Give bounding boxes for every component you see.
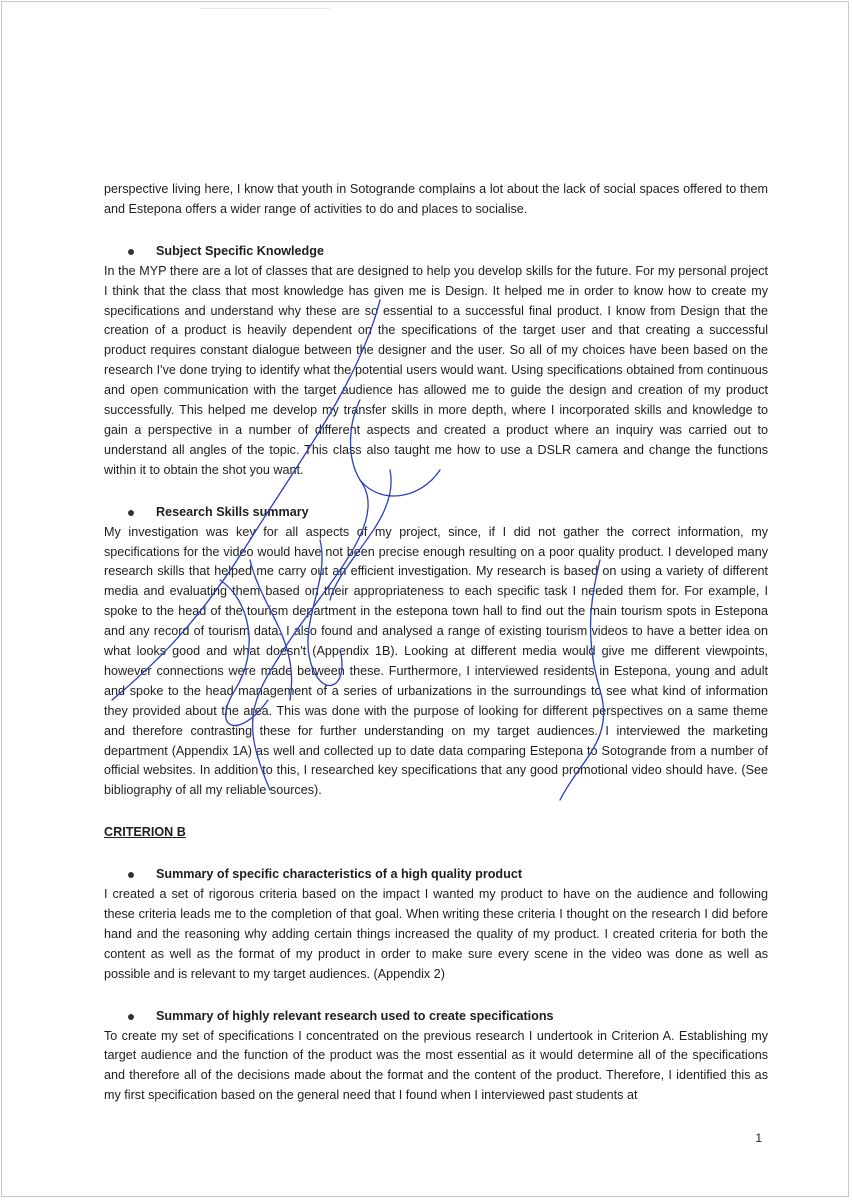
scan-mark [200,8,330,9]
page-number: 1 [755,1131,762,1145]
subject-knowledge-paragraph: In the MYP there are a lot of classes that are designed to help you develop skills for the future. For my personal project I think that the class that most knowledge has given me is Design. It helped me in order to know how to create my specifications and understand why these are so essential to a successful final product. I know from Design that the creation of a product is heavily dependent on the specifications of the target user and that creating a successful product requires constant dialogue between the designer and the user. So all of my choices have been based on the research I've done trying to identify what the potential users would want. Using specifications obtained from continuous and open communication with the target audience has allowed me to guide the design and creation of my product successfully. This helped me develop my transfer skills in more depth, where I incorporated skills and knowledge to gain a perspective in a number of different aspects and created a product where an inquiry was carried out to understand all angles of the topic. This class also taught me how to use a DSLR camera and change the functions within it to obtain the shot you want. [104,263,768,477]
intro-paragraph: perspective living here, I know that youth in Sotogrande complains a lot about the lack of social spaces offered to them and Estepona offers a wider range of activities to do and places to socialise. [104,182,768,216]
relevant-research-paragraph: To create my set of specifications I concentrated on the previous research I undertook in Criterion A. Establishing my target audience and the function of the product was the most essential as it would determine all of the specifications and therefore all of the decisions made about the format and the content of the product. Therefore, I identified this as my first specification based on the general need that I found when I interviewed past students at [104,1028,768,1103]
bullet-icon [128,510,134,516]
document-body [104,180,768,1106]
research-skills-paragraph: My investigation was key for all aspects of my project, since, if I did not gather the correct information, my specifications for the video would have not been precise enough resulting on a poor quality product. I developed many research skills that helped me carry out an efficient investigation. My research is based on using a variety of different media and evaluating them based on their appropriateness to each specific task I needed them for. For example, I spoke to the head of the tourism department in the estepona town hall to find out the main tourism spots in Estepona and any record of tourism data. I also found and analysed a range of existing tourism videos to have a better idea on what looks good and what doesn't (Appendix 1B). Looking at different media would give me different viewpoints, however connections were made between these. Furthermore, I interviewed residents in Estepona, young and adult and spoke to the head management of a series of urbanizations in the surroundings to see what kind of information they provided about the area. This was done with the purpose of looking for different perspectives on a same theme and therefore contrasting these for further understanding on my target audiences. I interviewed the marketing department (Appendix 1A) as well and collected up to date data comparing Estepona to Sotogrande from a number of official websites. In addition to this, I researched key specifications that any good promotional video should have. (See bibliography of all my reliable sources). [104,524,768,798]
section-heading-label: Summary of highly relevant research used to create specifications [156,1008,554,1023]
section-heading-label: Research Skills summary [156,504,309,519]
section-heading-subject-knowledge [128,242,768,262]
bullet-icon [128,249,134,255]
characteristics-paragraph: I created a set of rigorous criteria based on the impact I wanted my product to have on the audience and following these criteria leads me to the completion of that goal. When writing these criteria I thought on the research I did before hand and the reasoning why adding certain things increased the quality of my product. I created criteria for both the content as well as the format of my product in order to make sure every scene in the video was done as well as possible and is relevant to my target audiences. (Appendix 2) [104,887,768,981]
bullet-icon [128,872,134,878]
section-heading-label: Subject Specific Knowledge [156,243,324,258]
section-heading-label: Summary of specific characteristics of a high quality product [156,867,523,882]
section-heading-relevant-research [128,1007,768,1027]
criterion-b-title: CRITERION B [104,825,186,840]
section-heading-characteristics [128,865,768,885]
section-heading-research-skills [128,503,768,523]
bullet-icon [128,1014,134,1020]
